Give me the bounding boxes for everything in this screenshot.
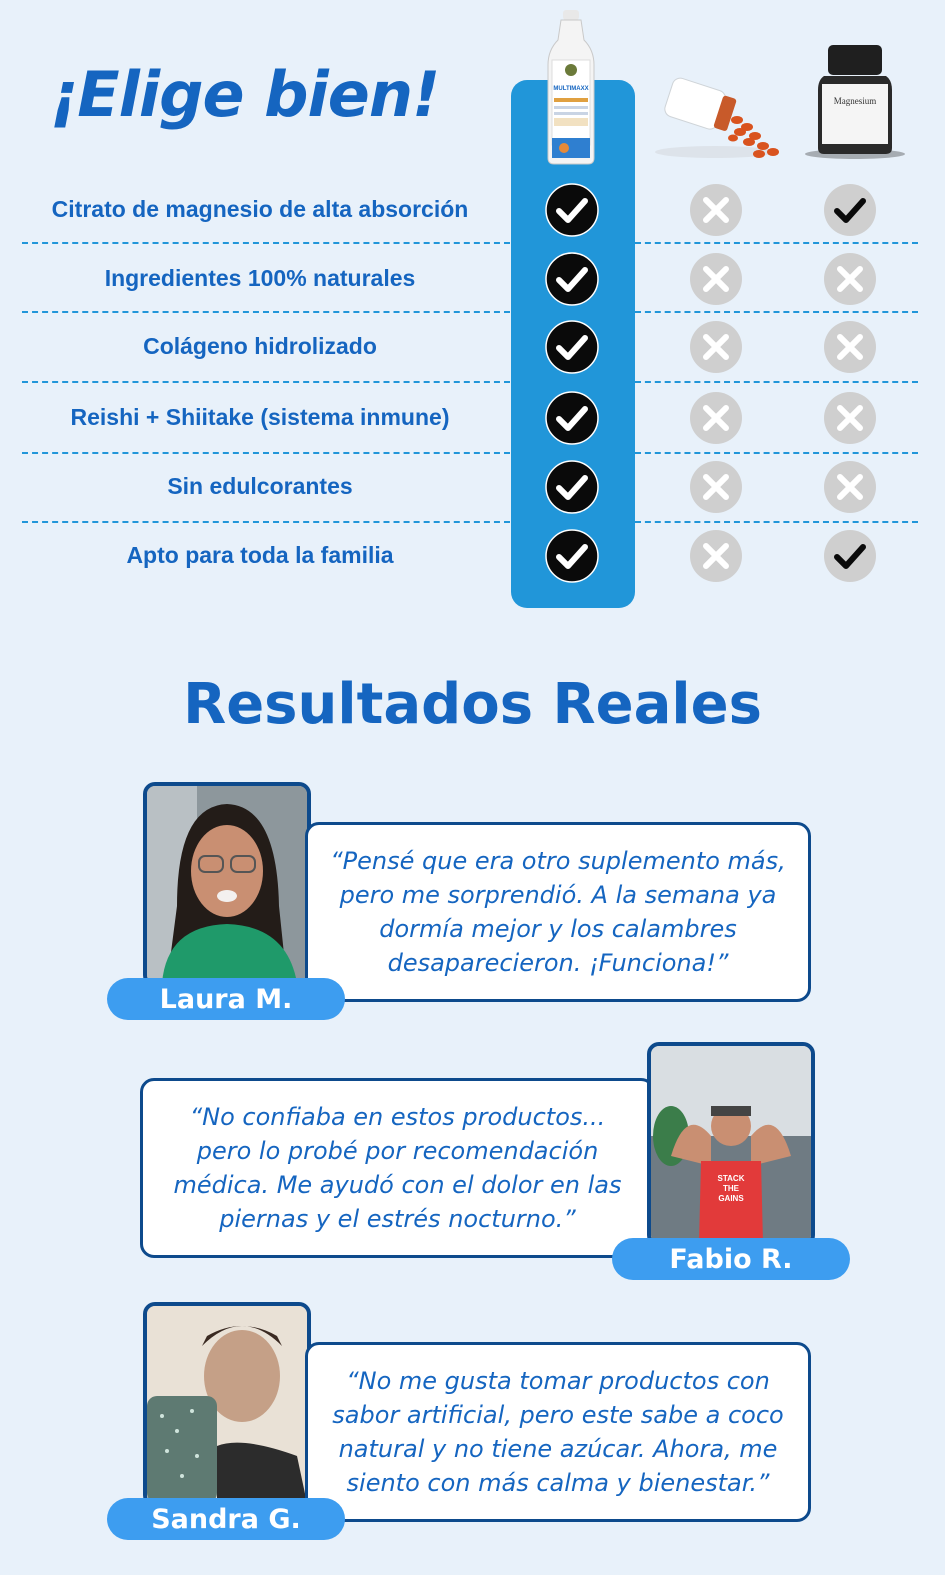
cross-icon-pill-bottle <box>689 183 743 237</box>
cross-icon-magnesium-jar <box>823 320 877 374</box>
testimonial-quote-fabio: “No confiaba en estos productos... pero lo probé por recomendación médica. Me ayudó con el dolor en las piernas y el estrés nocturno.” <box>140 1078 655 1258</box>
testimonial-name-fabio: Fabio R. <box>612 1238 850 1280</box>
cross-icon-pill-bottle <box>689 252 743 306</box>
headline: ¡Elige bien! <box>50 58 440 131</box>
svg-text:GAINS: GAINS <box>718 1194 744 1203</box>
cross-icon-magnesium-jar <box>823 391 877 445</box>
comparison-row-label: Colágeno hidrolizado <box>143 333 377 359</box>
testimonial-name-laura: Laura M. <box>107 978 345 1020</box>
cross-icon-pill-bottle <box>689 320 743 374</box>
row-divider <box>22 452 510 454</box>
cross-icon-pill-bottle <box>689 529 743 583</box>
check-icon-ours <box>545 460 599 514</box>
svg-text:Magnesium: Magnesium <box>833 96 877 106</box>
comparison-row-label: Apto para toda la familia <box>126 542 394 568</box>
check-icon-magnesium-jar <box>823 529 877 583</box>
testimonial-quote-sandra: “No me gusta tomar productos con sabor artificial, pero este sabe a coco natural y no tiene azúcar. Ahora, me siento con más calma y bienestar.” <box>305 1342 811 1522</box>
check-icon-ours <box>545 252 599 306</box>
svg-text:STACK: STACK <box>717 1174 745 1183</box>
row-divider <box>635 242 918 244</box>
comparison-row-label: Ingredientes 100% naturales <box>104 265 416 291</box>
product-magnesium-jar-image <box>800 40 910 165</box>
cross-icon-magnesium-jar <box>823 460 877 514</box>
comparison-row-label: Reishi + Shiitake (sistema inmune) <box>70 404 450 430</box>
comparison-row-label: Citrato de magnesio de alta absorción <box>51 196 469 222</box>
check-icon-magnesium-jar <box>823 183 877 237</box>
testimonial-quote-laura: “Pensé que era otro suplemento más, pero me sorprendió. A la semana ya dormía mejor y los calambres desaparecieron. ¡Funciona!” <box>305 822 811 1002</box>
results-title: Resultados Reales <box>183 672 762 737</box>
row-divider <box>22 521 510 523</box>
row-divider <box>22 242 510 244</box>
row-divider <box>22 311 510 313</box>
cross-icon-magnesium-jar <box>823 252 877 306</box>
row-divider <box>635 381 918 383</box>
check-icon-ours <box>545 529 599 583</box>
comparison-row-label: Sin edulcorantes <box>167 473 353 499</box>
product-bottle-image <box>546 10 596 165</box>
row-divider <box>635 311 918 313</box>
check-icon-ours <box>545 320 599 374</box>
cross-icon-pill-bottle <box>689 460 743 514</box>
check-icon-ours <box>545 183 599 237</box>
svg-text:MULTIMAXX: MULTIMAXX <box>553 86 589 92</box>
testimonial-photo-fabio <box>647 1042 815 1247</box>
svg-text:THE: THE <box>723 1184 739 1193</box>
product-pill-bottle-image <box>655 72 785 167</box>
cross-icon-pill-bottle <box>689 391 743 445</box>
row-divider <box>635 521 918 523</box>
testimonial-photo-sandra <box>143 1302 311 1507</box>
testimonial-photo-laura <box>143 782 311 987</box>
row-divider <box>635 452 918 454</box>
testimonial-name-sandra: Sandra G. <box>107 1498 345 1540</box>
row-divider <box>22 381 510 383</box>
check-icon-ours <box>545 391 599 445</box>
